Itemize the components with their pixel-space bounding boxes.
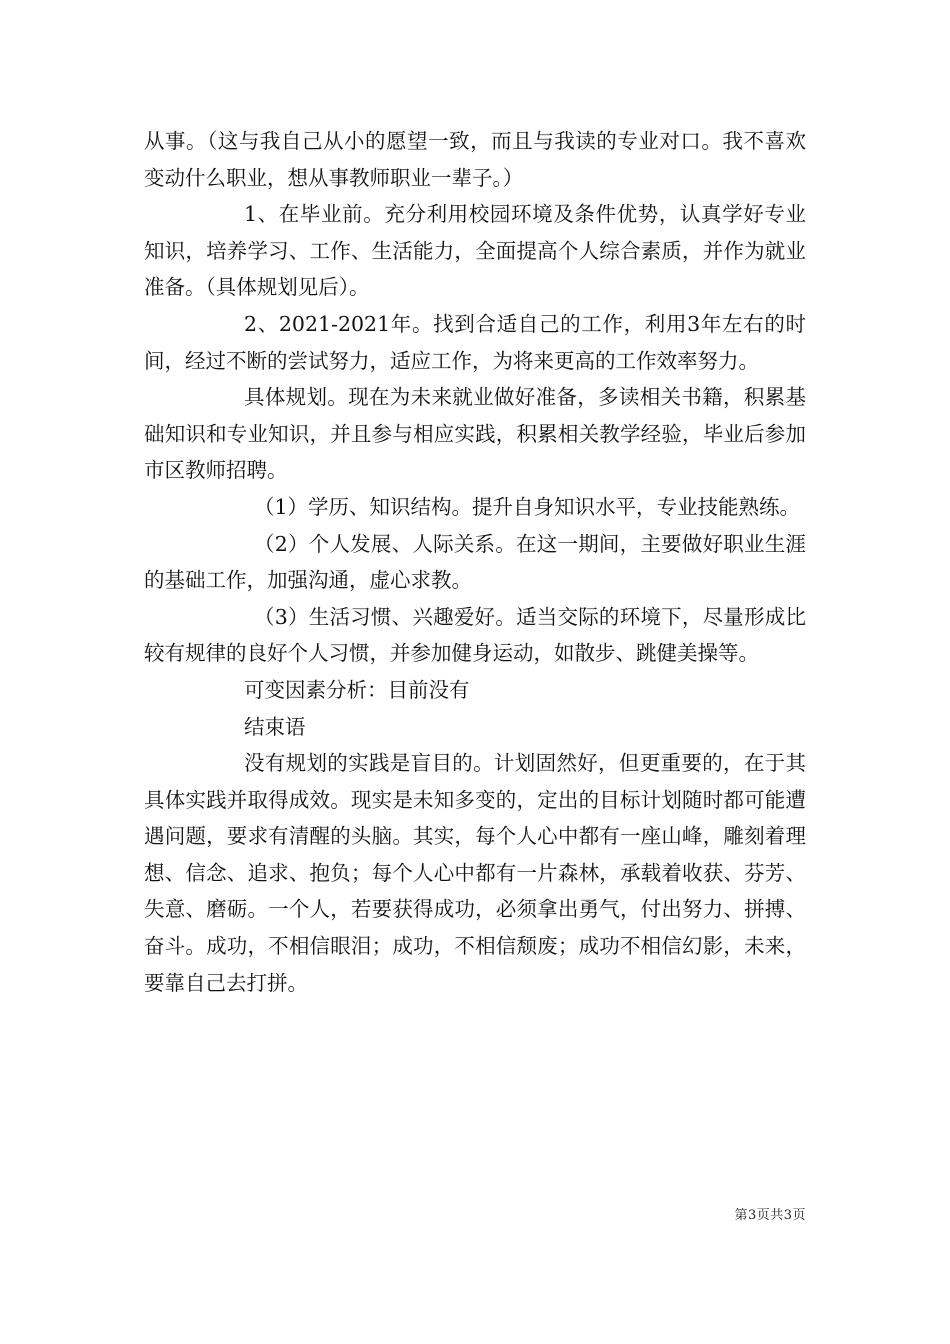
paragraph-conclusion: 没有规划的实践是盲目的。计划固然好，但更重要的，在于其具体实践并取得成效。现实是未知多变的，定出的目标计划随时都可能遭遇问题，要求有清醒的头脑。其实，每个人心中都有一座山峰，雕刻着理想、信念、追求、抱负；每个人心中都有一片森林，承载着收获、芬芳、失意、磨砺。一个人，若要获得成功，必须拿出勇气，付出努力、拼搏、奋斗。成功，不相信眼泪；成功，不相信颓废；成功不相信幻影，未来，要靠自己去打拼。 [144,751,806,995]
paragraph-sub-item-3: （3）生活习惯、兴趣爱好。适当交际的环境下，尽量形成比较有规律的良好个人习惯，并参加健身运动，如散步、跳健美操等。 [144,604,806,666]
paragraph-detailed-plan: 具体规划。现在为未来就业做好准备，多读相关书籍，积累基础知识和专业知识，并且参与相应实践，积累相关教学经验，毕业后参加市区教师招聘。 [144,385,806,483]
paragraph-sub-item-2: （2）个人发展、人际关系。在这一期间，主要做好职业生涯的基础工作，加强沟通，虚心求教。 [144,531,806,593]
page-number-footer: 第3页共3页 [734,1208,806,1223]
section-heading-conclusion: 结束语 [244,714,306,739]
paragraph-plan-item-1: 1、在毕业前。充分利用校园环境及条件优势，认真学好专业知识，培养学习、工作、生活能力，全面提高个人综合素质，并作为就业准备。（具体规划见后）。 [144,202,806,300]
paragraph-plan-item-2: 2、2021-2021年。找到合适自己的工作，利用3年左右的时间，经过不断的尝试努力，适应工作，为将来更高的工作效率努力。 [144,311,806,373]
document-body [144,123,806,1001]
paragraph-variable-factors: 可变因素分析：目前没有 [244,677,470,702]
paragraph-continuation: 从事。（这与我自己从小的愿望一致，而且与我读的专业对口。我不喜欢变动什么职业，想从事教师职业一辈子。） [144,129,806,190]
paragraph-sub-item-1: （1）学历、知识结构。提升自身知识水平，专业技能熟练。 [254,494,801,519]
